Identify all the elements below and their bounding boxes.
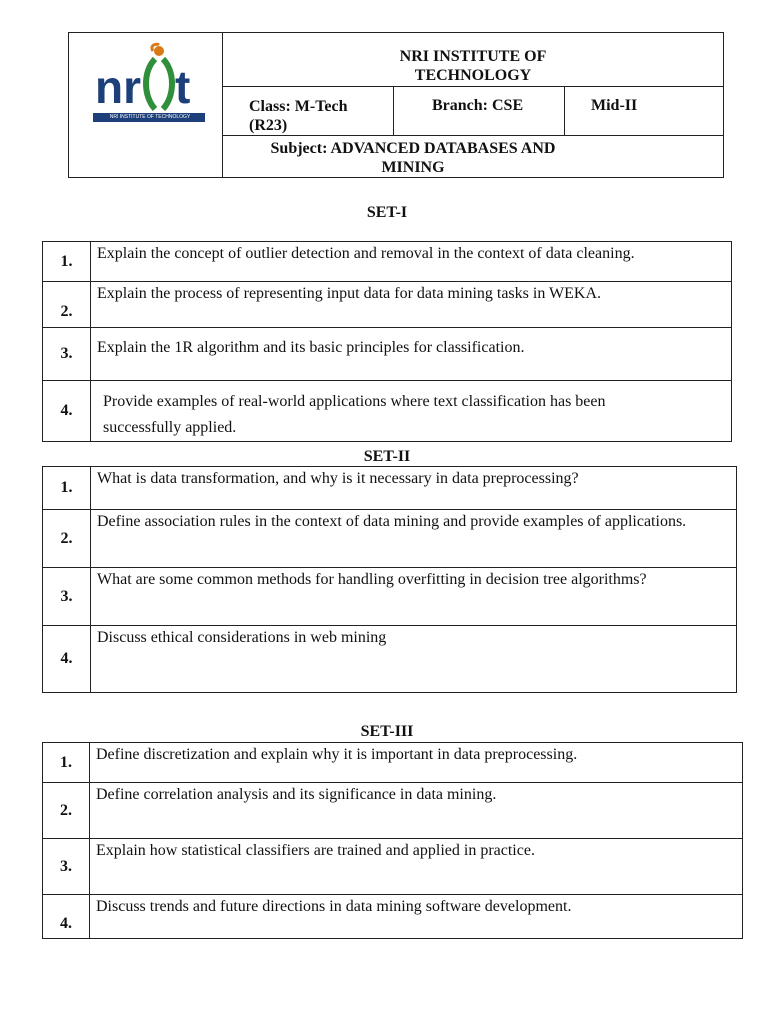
table-row xyxy=(43,743,743,783)
institute-name-cell xyxy=(222,32,724,87)
set-3-title: SET-III xyxy=(360,723,414,740)
question-text: Explain how statistical classifiers are trained and applied in practice. xyxy=(90,839,743,895)
question-number: 3. xyxy=(43,839,90,895)
question-text: Define discretization and explain why it is important in data preprocessing. xyxy=(90,743,743,783)
question-number: 3. xyxy=(43,568,91,626)
question-text: What is data transformation, and why is it necessary in data preprocessing? xyxy=(91,467,737,510)
table-row xyxy=(43,895,743,939)
class-label: Class: M-Tech xyxy=(249,98,348,115)
question-number: 2. xyxy=(43,510,91,568)
exam-label: Mid-II xyxy=(591,97,638,114)
question-text: Explain the concept of outlier detection and removal in the context of data cleaning. xyxy=(91,242,732,282)
question-number: 2. xyxy=(43,783,90,839)
subject-line1: Subject: ADVANCED DATABASES AND xyxy=(270,140,556,157)
class-cell xyxy=(222,86,394,136)
set-2-table xyxy=(42,466,737,693)
question-number: 4. xyxy=(43,626,91,693)
question-number: 1. xyxy=(43,242,91,282)
table-row xyxy=(43,467,737,510)
institute-name-line1: NRI INSTITUTE OF xyxy=(399,48,547,65)
set-1-table xyxy=(42,241,732,442)
table-row xyxy=(43,783,743,839)
exam-cell xyxy=(564,86,724,136)
question-text: Define correlation analysis and its significance in data mining. xyxy=(90,783,743,839)
question-number: 1. xyxy=(43,743,90,783)
set-1-title: SET-I xyxy=(366,204,408,221)
question-number: 3. xyxy=(43,328,91,381)
question-text: Discuss ethical considerations in web mining xyxy=(91,626,737,693)
table-row xyxy=(43,242,732,282)
question-text: Explain the process of representing input data for data mining tasks in WEKA. xyxy=(91,282,732,328)
logo-nr-glyph: nr xyxy=(95,61,141,113)
table-row xyxy=(43,839,743,895)
svg-text:t: t xyxy=(175,61,191,113)
institute-name-line2: TECHNOLOGY xyxy=(414,67,532,84)
question-number: 4. xyxy=(43,381,91,442)
set-2-title: SET-II xyxy=(363,448,411,465)
logo-cell xyxy=(68,32,223,178)
table-row xyxy=(43,568,737,626)
table-row xyxy=(43,381,732,442)
logo-tagline: NRI INSTITUTE OF TECHNOLOGY xyxy=(109,114,191,120)
branch-label: Branch: CSE xyxy=(432,97,524,114)
question-number: 1. xyxy=(43,467,91,510)
question-text: What are some common methods for handling overfitting in decision tree algorithms? xyxy=(91,568,737,626)
class-regulation: (R23) xyxy=(249,117,288,134)
branch-cell xyxy=(393,86,565,136)
question-text: Define association rules in the context of data mining and provide examples of applications. xyxy=(91,510,737,568)
question-number: 4. xyxy=(43,895,90,939)
table-row xyxy=(43,510,737,568)
table-row xyxy=(43,282,732,328)
table-row xyxy=(43,626,737,693)
subject-line2: MINING xyxy=(381,159,445,176)
question-number: 2. xyxy=(43,282,91,328)
set-3-table xyxy=(42,742,743,939)
subject-cell xyxy=(222,135,724,178)
question-text: Discuss trends and future directions in data mining software development. xyxy=(90,895,743,939)
question-text: Explain the 1R algorithm and its basic principles for classification. xyxy=(91,328,732,381)
table-row xyxy=(43,328,732,381)
question-text: Provide examples of real-world applications where text classification has been successfully applied. xyxy=(91,381,732,442)
